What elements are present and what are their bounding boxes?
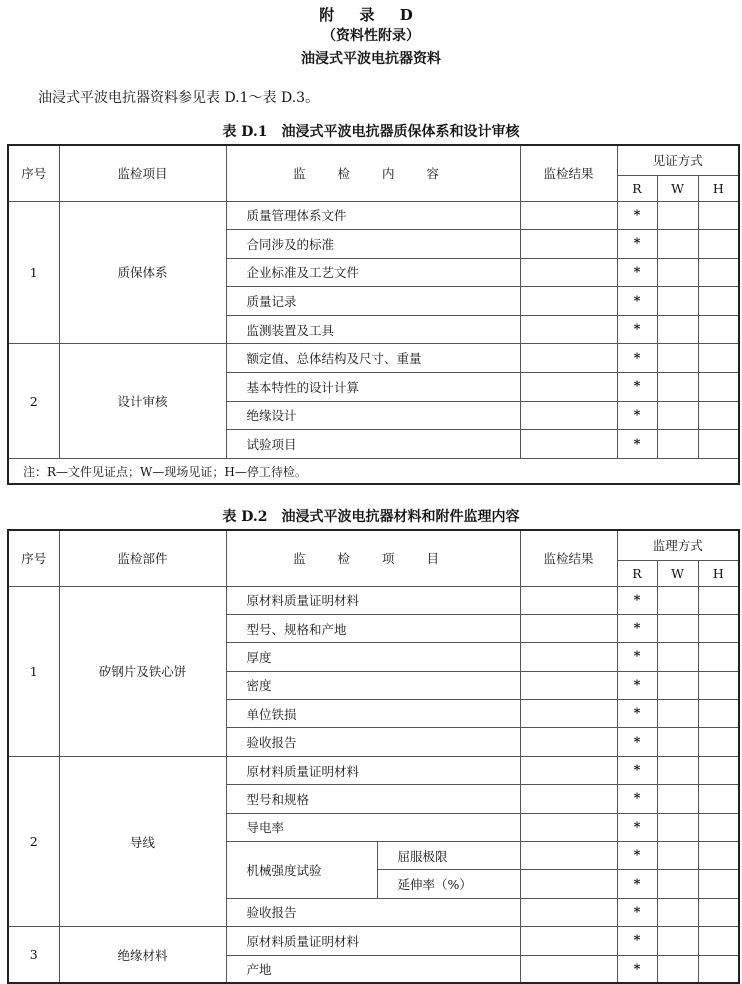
appendix-type: （资料性附录） [322,28,420,44]
w-cell [657,870,698,898]
table1-caption: 表 D.1 油浸式平波电抗器质保体系和设计审核 [222,124,520,140]
w-cell [657,700,698,728]
w-cell [657,813,698,841]
result-cell [520,344,617,373]
part-cell: 导线 [59,756,226,926]
content-cell: 合同涉及的标准 [226,230,520,259]
result-cell [520,870,617,898]
header-w: W [657,175,698,201]
h-cell [698,614,739,642]
content-cell: 试验项目 [226,430,520,459]
w-cell [657,898,698,926]
result-cell [520,373,617,402]
seq-cell: 1 [8,201,59,344]
result-cell [520,643,617,671]
content-cell: 基本特性的设计计算 [226,373,520,402]
h-cell [698,813,739,841]
item-cell: 密度 [226,671,520,699]
r-mark: * [617,756,657,784]
w-cell [657,842,698,870]
w-cell [657,401,698,430]
r-mark: * [617,258,657,287]
content-cell: 绝缘设计 [226,401,520,430]
result-cell [520,401,617,430]
header-h: H [698,175,739,201]
h-cell [698,671,739,699]
part-cell: 矽钢片及铁心饼 [59,586,226,756]
w-cell [657,671,698,699]
header-method: 见证方式 [617,145,739,175]
item-cell: 厚度 [226,643,520,671]
w-cell [657,927,698,955]
r-mark: * [617,870,657,898]
item-cell: 机械强度试验 [226,842,377,899]
r-mark: * [617,287,657,316]
result-cell [520,287,617,316]
item-cell: 原材料质量证明材料 [226,586,520,614]
result-cell [520,955,617,983]
header-r: R [617,175,657,201]
content-cell: 质量记录 [226,287,520,316]
header-item: 监检项目 [59,145,226,201]
result-cell [520,927,617,955]
r-mark: * [617,898,657,926]
result-cell [520,785,617,813]
seq-cell: 1 [8,586,59,756]
h-cell [698,287,739,316]
r-mark: * [617,201,657,230]
result-cell [520,898,617,926]
header-result: 监检结果 [520,530,617,586]
result-cell [520,201,617,230]
r-mark: * [617,842,657,870]
table-row [8,756,739,784]
header-seq: 序号 [8,145,59,201]
content-cell: 企业标准及工艺文件 [226,258,520,287]
header-item: 监 检 项 目 [226,530,520,586]
result-cell [520,842,617,870]
table-d1 [7,144,740,485]
appendix-title: 附 录 D [319,6,423,24]
result-cell [520,671,617,699]
table-row [8,201,739,230]
result-cell [520,614,617,642]
r-mark: * [617,671,657,699]
h-cell [698,756,739,784]
result-cell [520,230,617,259]
content-cell: 质量管理体系文件 [226,201,520,230]
seq-cell: 2 [8,756,59,926]
h-cell [698,315,739,344]
header-method: 监理方式 [617,530,739,560]
header-r: R [617,560,657,586]
r-mark: * [617,373,657,402]
header-content: 监 检 内 容 [226,145,520,201]
content-cell: 监测装置及工具 [226,315,520,344]
h-cell [698,430,739,459]
w-cell [657,230,698,259]
item-cell: 验收报告 [226,898,520,926]
content-cell: 额定值、总体结构及尺寸、重量 [226,344,520,373]
result-cell [520,728,617,756]
h-cell [698,785,739,813]
result-cell [520,315,617,344]
w-cell [657,287,698,316]
w-cell [657,586,698,614]
r-mark: * [617,643,657,671]
w-cell [657,643,698,671]
h-cell [698,344,739,373]
header-h: H [698,560,739,586]
item-cell: 导电率 [226,813,520,841]
r-mark: * [617,785,657,813]
seq-cell: 3 [8,927,59,984]
h-cell [698,898,739,926]
result-cell [520,430,617,459]
item-cell: 型号、规格和产地 [226,614,520,642]
r-mark: * [617,401,657,430]
part-cell: 绝缘材料 [59,927,226,984]
item-cell: 原材料质量证明材料 [226,927,520,955]
r-mark: * [617,430,657,459]
table-row [8,927,739,955]
header-w: W [657,560,698,586]
h-cell [698,842,739,870]
r-mark: * [617,813,657,841]
r-mark: * [617,955,657,983]
h-cell [698,927,739,955]
result-cell [520,258,617,287]
w-cell [657,955,698,983]
r-mark: * [617,315,657,344]
table2-caption: 表 D.2 油浸式平波电抗器材料和附件监理内容 [222,509,520,525]
h-cell [698,700,739,728]
table1-note: 注：R—文件见证点；W—现场见证；H—停工待检。 [8,458,739,484]
w-cell [657,315,698,344]
h-cell [698,373,739,402]
header-part: 监检部件 [59,530,226,586]
w-cell [657,756,698,784]
h-cell [698,643,739,671]
item-cell: 质保体系 [59,201,226,344]
result-cell [520,813,617,841]
intro-text: 油浸式平波电抗器资料参见表 D.1～表 D.3。 [38,90,320,106]
h-cell [698,258,739,287]
header-result: 监检结果 [520,145,617,201]
result-cell [520,756,617,784]
item-cell: 设计审核 [59,344,226,458]
w-cell [657,373,698,402]
table-row [8,344,739,373]
item-cell: 产地 [226,955,520,983]
table-d2 [7,529,740,984]
r-mark: * [617,230,657,259]
w-cell [657,785,698,813]
item-cell: 单位铁损 [226,700,520,728]
w-cell [657,344,698,373]
table-row [8,586,739,614]
r-mark: * [617,700,657,728]
h-cell [698,201,739,230]
h-cell [698,728,739,756]
header-seq: 序号 [8,530,59,586]
r-mark: * [617,586,657,614]
w-cell [657,728,698,756]
w-cell [657,614,698,642]
h-cell [698,955,739,983]
item-cell: 验收报告 [226,728,520,756]
r-mark: * [617,344,657,373]
h-cell [698,870,739,898]
h-cell [698,586,739,614]
sub-item-cell: 延伸率（%） [377,870,520,898]
r-mark: * [617,728,657,756]
result-cell [520,700,617,728]
result-cell [520,586,617,614]
h-cell [698,230,739,259]
item-cell: 原材料质量证明材料 [226,756,520,784]
w-cell [657,201,698,230]
r-mark: * [617,927,657,955]
w-cell [657,430,698,459]
item-cell: 型号和规格 [226,785,520,813]
sub-item-cell: 屈服极限 [377,842,520,870]
w-cell [657,258,698,287]
appendix-subject: 油浸式平波电抗器资料 [301,51,441,67]
r-mark: * [617,614,657,642]
seq-cell: 2 [8,344,59,458]
h-cell [698,401,739,430]
